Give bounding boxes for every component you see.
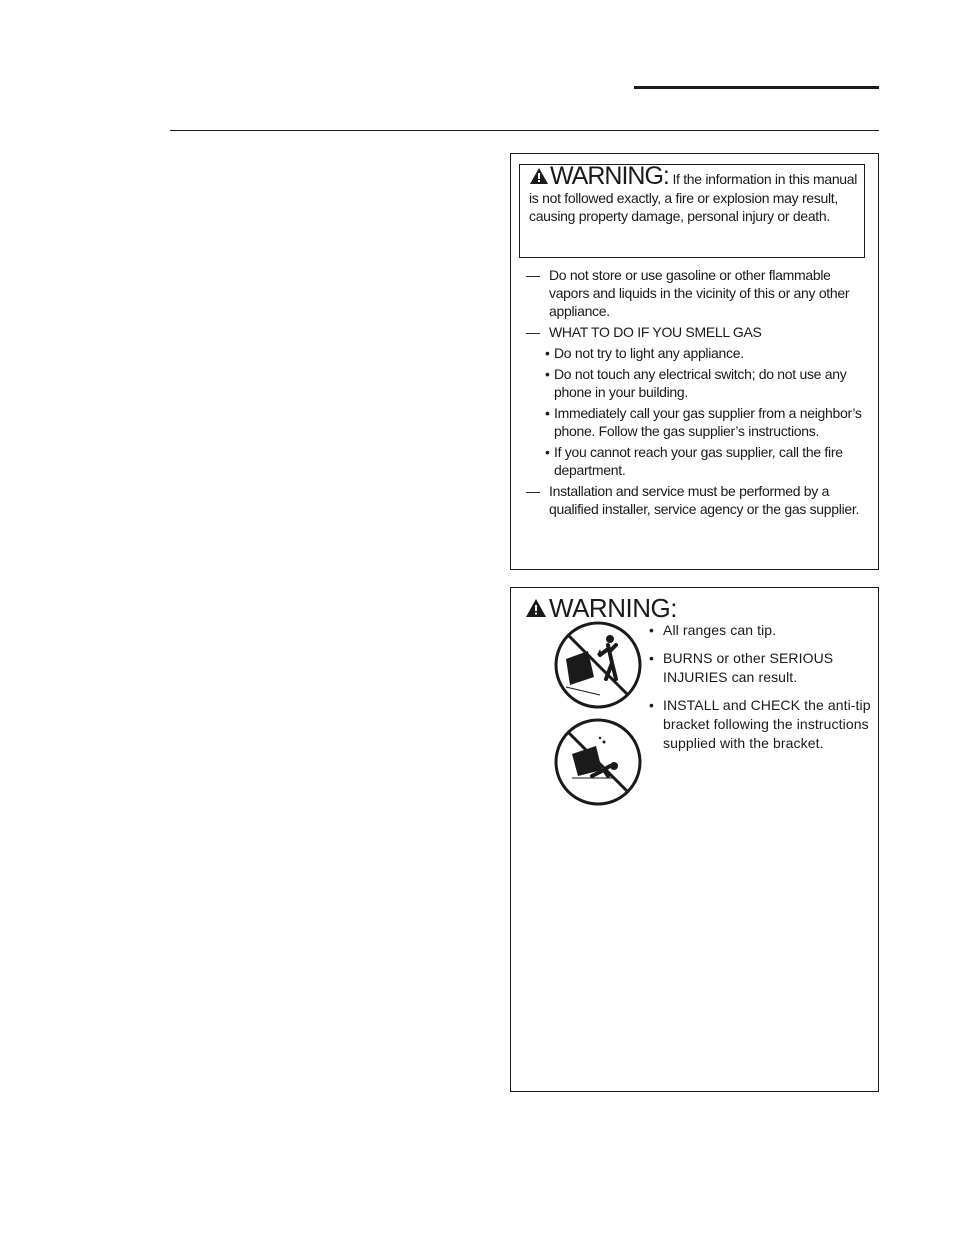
bullet-marker: • <box>649 622 655 638</box>
list-item <box>649 621 874 640</box>
bullet-marker: • <box>545 366 550 382</box>
item-text: BURNS or other SERIOUS INJURIES can result. <box>663 650 834 685</box>
warning-word: WARNING: <box>550 162 669 190</box>
gas-warning-box <box>510 153 879 570</box>
item-text: Installation and service must be performed by a qualified installer, service agency or the gas supplier. <box>549 483 860 517</box>
list-item <box>649 649 874 687</box>
bullet-marker: • <box>545 345 550 361</box>
sub-item-text: If you cannot reach your gas supplier, call the fire department. <box>554 444 843 478</box>
bullet-marker: • <box>649 650 655 666</box>
list-item <box>511 266 878 320</box>
sub-list-item <box>511 344 878 362</box>
tip-warning-box <box>510 587 879 1092</box>
range-tip-person-fallen-icon <box>554 718 642 806</box>
item-text: Do not store or use gasoline or other flammable vapors and liquids in the vicinity of this or any other appliance. <box>549 267 850 319</box>
sub-list-item <box>511 365 878 401</box>
warning-word: WARNING: <box>549 593 677 623</box>
item-text: All ranges can tip. <box>663 622 777 638</box>
tip-warning-header <box>525 592 677 624</box>
warning-intro-text: If the information in this manual is not followed exactly, a fire or explosion may result, causing property damage, personal injury or death. <box>529 171 858 224</box>
dash-marker: — <box>526 324 540 340</box>
bullet-marker: • <box>545 444 550 460</box>
sub-list-item <box>511 443 878 479</box>
warning-triangle-icon <box>529 167 549 185</box>
tip-warning-list <box>649 621 874 762</box>
list-item <box>511 482 878 518</box>
sub-item-text: Do not try to light any appliance. <box>554 345 744 361</box>
sub-item-text: Immediately call your gas supplier from a neighbor’s phone. Follow the gas supplier’s instructions. <box>554 405 862 439</box>
header-rule-long <box>170 130 879 131</box>
gas-warning-header <box>529 162 859 226</box>
item-text: INSTALL and CHECK the anti-tip bracket following the instructions supplied with the bracket. <box>663 697 871 751</box>
sub-list-item <box>511 404 878 440</box>
gas-warning-list <box>511 266 878 521</box>
gas-warning-header-box <box>519 164 865 258</box>
bullet-marker: • <box>649 697 655 713</box>
bullet-marker: • <box>545 405 550 421</box>
dash-marker: — <box>526 483 540 499</box>
sub-item-text: Do not touch any electrical switch; do not use any phone in your building. <box>554 366 847 400</box>
item-text: WHAT TO DO IF YOU SMELL GAS <box>549 324 762 340</box>
list-item <box>511 323 878 341</box>
dash-marker: — <box>526 267 540 283</box>
warning-triangle-icon <box>525 598 547 618</box>
header-rule-short <box>634 86 879 89</box>
range-tip-person-climbing-icon <box>554 621 642 709</box>
list-item <box>649 696 874 753</box>
